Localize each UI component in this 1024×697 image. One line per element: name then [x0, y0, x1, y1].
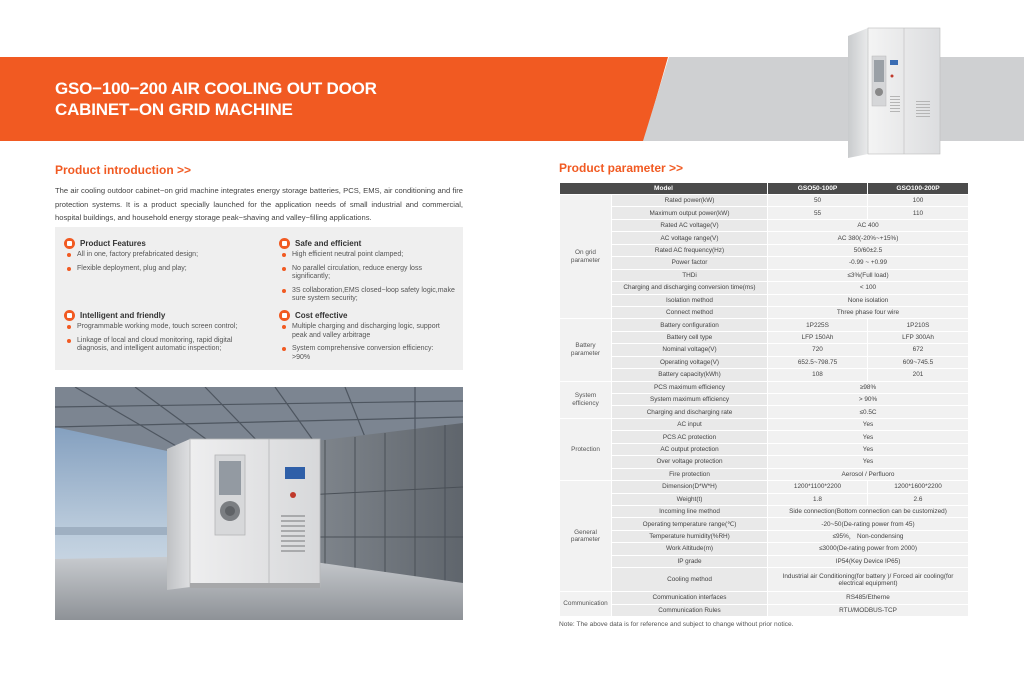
param-name: Communication Rules [612, 604, 768, 616]
param-value: IP54(Key Device IP65) [768, 555, 969, 567]
feature-intelligent-friendly [64, 308, 249, 359]
param-value: -20~50(De-rating power from 45) [768, 518, 969, 530]
param-name: AC output protection [612, 443, 768, 455]
param-value-b: 2.6 [868, 493, 969, 505]
table-row [560, 518, 969, 530]
param-value: RS485/Etherne [768, 592, 969, 604]
param-name: Fire protection [612, 468, 768, 480]
product-parameter-heading: Product parameter >> [559, 161, 684, 175]
banner-gray-band [643, 57, 1024, 141]
table-row [560, 481, 969, 493]
param-value-b: 110 [868, 207, 969, 219]
feature-list [64, 323, 249, 354]
param-name: AC input [612, 418, 768, 430]
table-row [560, 306, 969, 318]
product-introduction-paragraph: The air cooling outdoor cabinet−on grid machine integrates energy storage batteries, PCS, EMS, air conditioning and fire protection systems. It is a product specially launched for the application needs of small industrial and commercial, hospital buildings, and household energy storage peak−shaving and valley−filling applications. [55, 186, 463, 222]
features-box [55, 227, 463, 370]
param-value: Yes [768, 431, 969, 443]
param-name: Battery configuration [612, 319, 768, 331]
table-row [560, 456, 969, 468]
param-value-a: 1200*1100*2200 [768, 481, 868, 493]
param-value-a: 55 [768, 207, 868, 219]
param-value-a: 1P225S [768, 319, 868, 331]
lightbulb-icon [64, 310, 75, 321]
param-name: Over voltage protection [612, 456, 768, 468]
param-name: Rated AC voltage(V) [612, 219, 768, 231]
param-name: AC voltage range(V) [612, 232, 768, 244]
param-value: RTU/MODBUS-TCP [768, 604, 969, 616]
param-name: System maximum efficiency [612, 394, 768, 406]
param-value: Side connection(Bottom connection can be customized) [768, 505, 969, 517]
table-row [560, 331, 969, 343]
param-value: Industrial air Conditioning(for battery )/ Forced air cooling(for electrical equipment) [768, 568, 969, 592]
param-value: 50/60±2.5 [768, 244, 969, 256]
table-row [560, 406, 969, 418]
param-name: Isolation method [612, 294, 768, 306]
list-item: All in one, factory prefabricated design; [64, 251, 249, 260]
list-item: Multiple charging and discharging logic, support peak and valley arbitrage [279, 323, 444, 340]
feature-title: Safe and efficient [295, 238, 362, 248]
param-name: Rated AC frequency(Hz) [612, 244, 768, 256]
param-value: None isolation [768, 294, 969, 306]
feature-title-row [279, 308, 444, 322]
param-value: Three phase four wire [768, 306, 969, 318]
param-value-b: LFP 300Ah [868, 331, 969, 343]
column-header-gso100: GSO100-200P [868, 183, 969, 195]
table-row [560, 468, 969, 480]
table-row [560, 394, 969, 406]
param-name: Charging and discharging conversion time(ms) [612, 282, 768, 294]
list-item: Linkage of local and cloud monitoring, rapid digital diagnosis, and intelligent automatic inspection; [64, 337, 249, 354]
param-value: Yes [768, 418, 969, 430]
list-item: Flexible deployment, plug and play; [64, 265, 249, 274]
group-label-battery: Battery parameter [560, 319, 612, 381]
param-value: ≤3%(Full load) [768, 269, 969, 281]
list-item: System comprehensive conversion efficiency: >90% [279, 345, 444, 362]
parameter-table [559, 182, 969, 617]
column-header-model: Model [560, 183, 768, 195]
table-row [560, 568, 969, 592]
feature-product-features [64, 236, 249, 278]
feature-list [64, 251, 249, 273]
group-label-communication: Communication [560, 592, 612, 617]
param-value-b: 1200*1600*2200 [868, 481, 969, 493]
param-value: ≤95%， Non-condensing [768, 530, 969, 542]
param-name: Cooling method [612, 568, 768, 592]
table-row [560, 344, 969, 356]
table-header-row [560, 183, 969, 195]
param-name: Battery capacity(kWh) [612, 369, 768, 381]
list-item: No parallel circulation, reduce energy loss significantly; [279, 265, 457, 282]
group-label-protection: Protection [560, 418, 612, 480]
param-name: PCS AC protection [612, 431, 768, 443]
param-name: Nominal voltage(V) [612, 344, 768, 356]
param-name: PCS maximum efficiency [612, 381, 768, 393]
param-value: Yes [768, 443, 969, 455]
feature-list [279, 251, 457, 304]
param-name: Temperature humidity(%RH) [612, 530, 768, 542]
table-row [560, 381, 969, 393]
page-title-line-2: CABINET−ON GRID MACHINE [55, 100, 293, 119]
param-name: IP grade [612, 555, 768, 567]
param-value-a: 108 [768, 369, 868, 381]
table-row [560, 195, 969, 207]
feature-title: Cost effective [295, 310, 348, 320]
param-name: Charging and discharging rate [612, 406, 768, 418]
group-label-on-grid: On grid parameter [560, 195, 612, 319]
feature-title: Intelligent and friendly [80, 310, 166, 320]
table-row [560, 257, 969, 269]
feature-safe-efficient [279, 236, 457, 309]
product-introduction-heading: Product introduction >> [55, 163, 192, 177]
param-value: ≤3000(De-rating power from 2000) [768, 543, 969, 555]
page-title-line-1: GSO−100−200 AIR COOLING OUT DOOR [55, 79, 377, 98]
cabinet-scene-photo [55, 387, 463, 620]
param-name: Incoming line method [612, 505, 768, 517]
param-name: Connect method [612, 306, 768, 318]
param-name: Weight(t) [612, 493, 768, 505]
param-name: Rated power(kW) [612, 195, 768, 207]
param-value-b: 609~745.5 [868, 356, 969, 368]
param-name: Power factor [612, 257, 768, 269]
param-value-a: 1.8 [768, 493, 868, 505]
table-row [560, 369, 969, 381]
gear-icon [64, 238, 75, 249]
table-row [560, 207, 969, 219]
feature-title: Product Features [80, 238, 146, 248]
table-row [560, 555, 969, 567]
param-value: < 100 [768, 282, 969, 294]
param-value-b: 672 [868, 344, 969, 356]
shield-icon [279, 238, 290, 249]
param-name: Battery cell type [612, 331, 768, 343]
param-value: AC 380(-20%~+15%) [768, 232, 969, 244]
param-name: Work Altitude(m) [612, 543, 768, 555]
param-value: -0.99 ~ +0.99 [768, 257, 969, 269]
group-label-efficiency: System efficiency [560, 381, 612, 418]
feature-title-row [64, 236, 249, 250]
list-item: 3S collaboration,EMS closed−loop safety logic,make sure system security; [279, 287, 457, 304]
table-row [560, 244, 969, 256]
param-value: ≥98% [768, 381, 969, 393]
table-row [560, 530, 969, 542]
table-row [560, 269, 969, 281]
param-value-a: 652.5~798.75 [768, 356, 868, 368]
param-value-a: LFP 150Ah [768, 331, 868, 343]
param-value-a: 720 [768, 344, 868, 356]
param-name: Communication interfaces [612, 592, 768, 604]
list-item: Programmable working mode, touch screen control; [64, 323, 249, 332]
column-header-gso50: GSO50-100P [768, 183, 868, 195]
cabinet-product-image [846, 26, 942, 160]
table-row [560, 543, 969, 555]
param-value-a: 50 [768, 195, 868, 207]
param-name: Dimension(D*W*H) [612, 481, 768, 493]
table-row [560, 431, 969, 443]
param-value-b: 201 [868, 369, 969, 381]
table-row [560, 505, 969, 517]
param-name: Operating temperature range(℃) [612, 518, 768, 530]
table-row [560, 493, 969, 505]
param-value: Yes [768, 456, 969, 468]
table-row [560, 604, 969, 616]
table-row [560, 232, 969, 244]
table-row [560, 294, 969, 306]
param-value: Aerosol / Perfluoro [768, 468, 969, 480]
table-row [560, 319, 969, 331]
param-name: Maximum output power(kW) [612, 207, 768, 219]
param-value: ≤0.5C [768, 406, 969, 418]
table-row [560, 443, 969, 455]
param-value-b: 100 [868, 195, 969, 207]
param-value-b: 1P210S [868, 319, 969, 331]
page-title [55, 78, 475, 120]
coin-icon [279, 310, 290, 321]
list-item: High efficient neutral point clamped; [279, 251, 457, 260]
table-row [560, 219, 969, 231]
feature-list [279, 323, 444, 362]
feature-title-row [279, 236, 457, 250]
table-row [560, 356, 969, 368]
param-name: THDi [612, 269, 768, 281]
table-row [560, 418, 969, 430]
footnote: Note: The above data is for reference and subject to change without prior notice. [559, 621, 794, 628]
param-value: AC 400 [768, 219, 969, 231]
feature-title-row [64, 308, 249, 322]
group-label-general: General parameter [560, 481, 612, 592]
table-row [560, 282, 969, 294]
table-row [560, 592, 969, 604]
param-value: > 90% [768, 394, 969, 406]
param-name: Operating voltage(V) [612, 356, 768, 368]
feature-cost-effective [279, 308, 444, 367]
